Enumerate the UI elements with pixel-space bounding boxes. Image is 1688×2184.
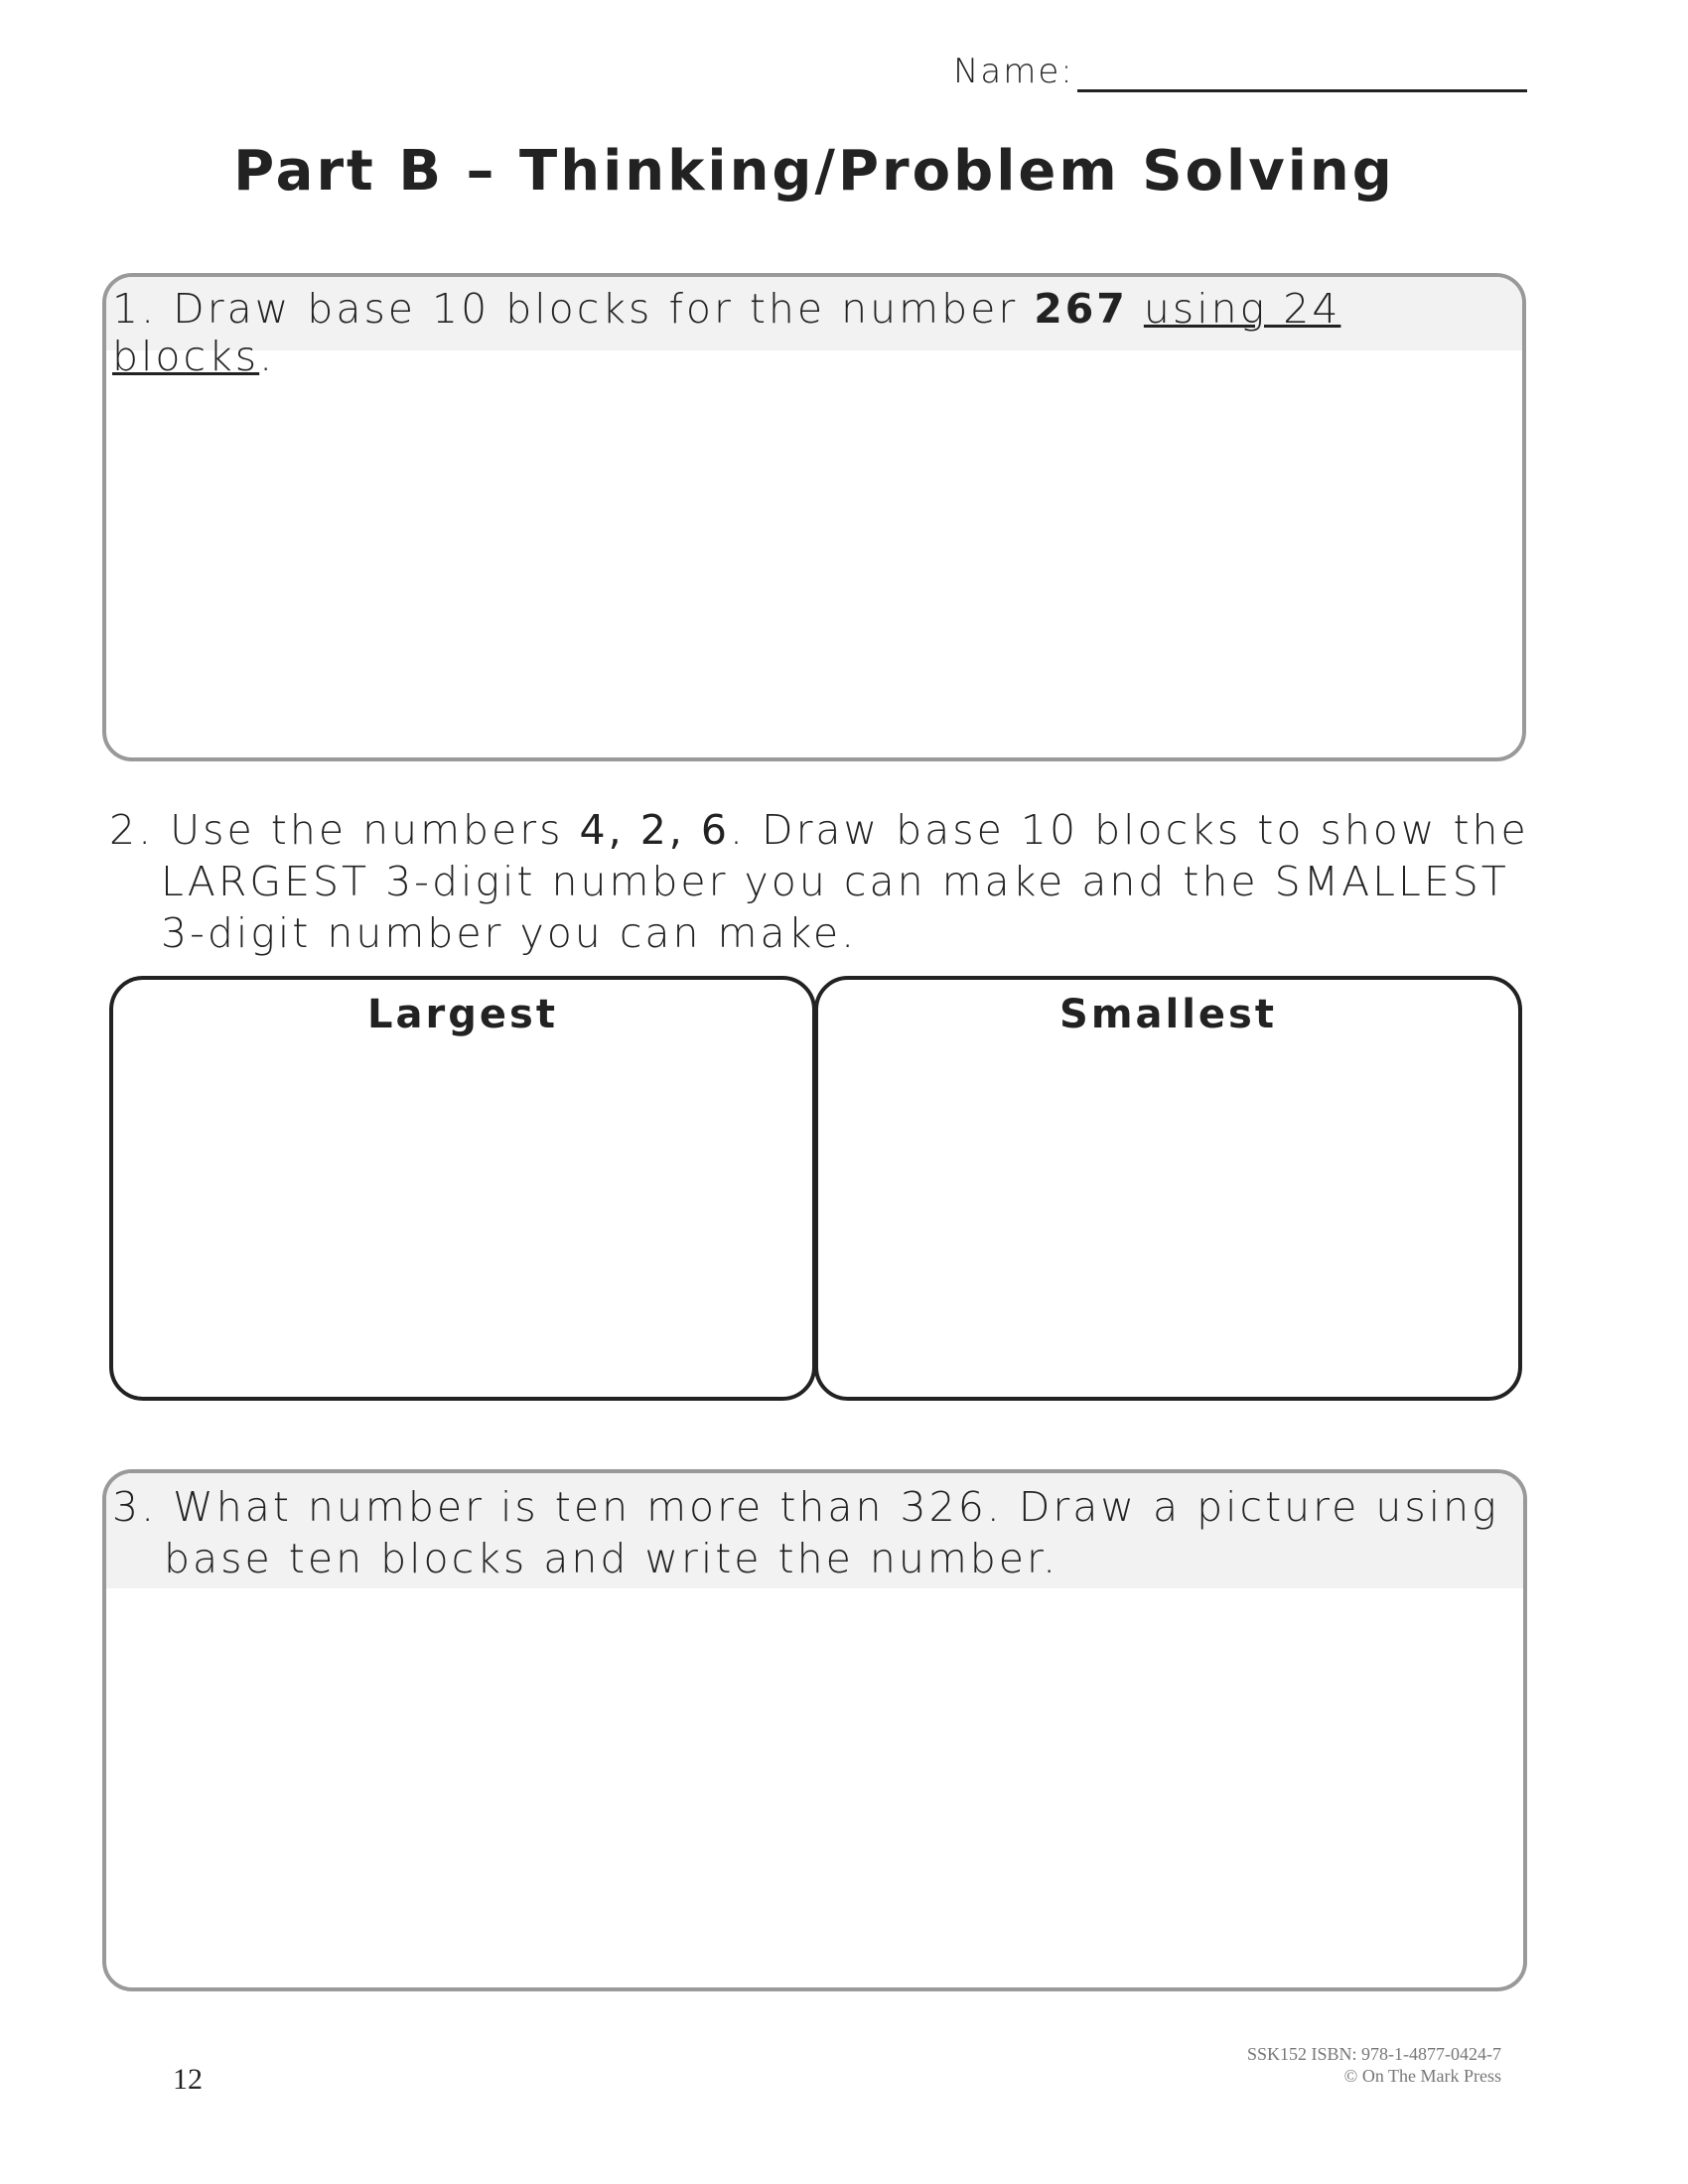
- question-1-number: 1.: [112, 285, 158, 333]
- page-title: Part B – Thinking/Problem Solving: [233, 139, 1395, 204]
- question-3-number: 3.: [112, 1483, 158, 1531]
- largest-answer-box[interactable]: [109, 976, 816, 1401]
- question-1-answer-area[interactable]: [106, 350, 1522, 757]
- largest-label: Largest: [367, 992, 558, 1037]
- question-2-bold-numbers: 4, 2, 6: [579, 806, 730, 854]
- question-2-text: Use the numbers: [170, 806, 564, 854]
- page-number: 12: [173, 2063, 203, 2096]
- question-1-bold-number: 267: [1034, 285, 1128, 333]
- publisher-credit: [1247, 2043, 1501, 2087]
- name-input-line[interactable]: [1077, 89, 1527, 92]
- question-1-box: [102, 273, 1526, 761]
- question-2-line-3: 3-digit number you can make.: [161, 909, 858, 957]
- question-3-answer-area[interactable]: [106, 1588, 1523, 1985]
- question-3-box: [102, 1469, 1527, 1991]
- question-1-text: Draw base 10 blocks for the number: [173, 285, 1019, 333]
- name-label: Name:: [953, 52, 1074, 91]
- question-3-prompt: [106, 1473, 1523, 1588]
- question-1-period: .: [259, 333, 276, 380]
- smallest-answer-box[interactable]: [814, 976, 1522, 1401]
- question-3-line-1: What number is ten more than 326. Draw a picture using: [173, 1483, 1499, 1531]
- question-2-line-2: LARGEST 3-digit number you can make and the SMALLEST: [161, 858, 1509, 905]
- question-3-line-2: base ten blocks and write the number.: [164, 1535, 1059, 1582]
- question-2-number: 2.: [109, 806, 155, 854]
- question-2-prompt: [109, 804, 1539, 959]
- isbn: SSK152 ISBN: 978-1-4877-0424-7: [1246, 2044, 1501, 2064]
- smallest-label: Smallest: [1059, 992, 1277, 1037]
- question-1-underlined: using 24 blocks: [112, 285, 1341, 380]
- question-1-prompt: [106, 277, 1522, 380]
- question-2-text-cont: . Draw base 10 blocks to show the: [729, 806, 1529, 854]
- copyright: © On The Mark Press: [1343, 2066, 1501, 2086]
